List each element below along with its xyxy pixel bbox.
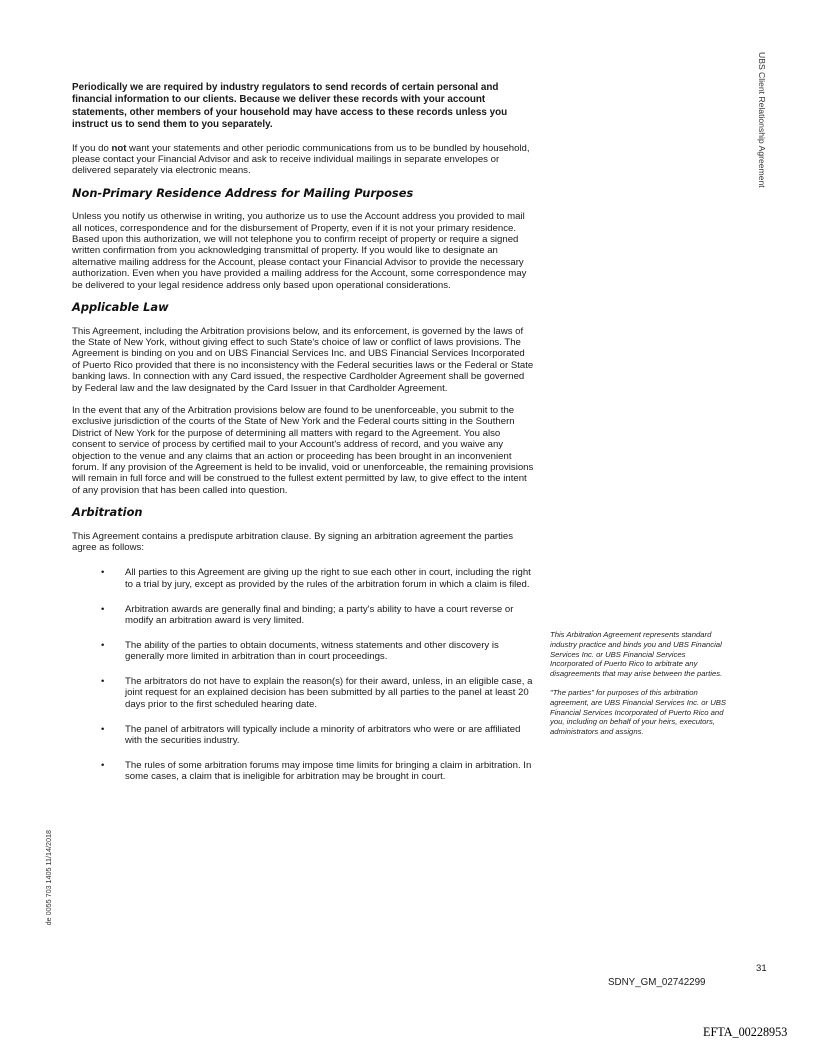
bullet-icon: • <box>101 567 105 579</box>
arbitration-bullet-list <box>72 567 534 782</box>
list-item-text: The panel of arbitrators will typically include a minority of arbitrators who were or are affiliated with the securities industry. <box>125 723 521 747</box>
side-note: "The parties" for purposes of this arbitration agreement, are UBS Financial Services Inc. or UBS Financial Services Incorporated of Puerto Rico and you, including on behalf of your heirs, executors, administrators and assigns. <box>550 687 727 737</box>
householding-text-after: want your statements and other periodic communications from us to be bundled by household, please contact your Financial Advisor and ask to receive individual mailings in separate envelopes or delivered separately via electronic means. <box>72 142 530 177</box>
bullet-icon: • <box>101 676 105 688</box>
bates-number: SDNY_GM_02742299 <box>608 977 706 988</box>
list-item-text: The rules of some arbitration forums may impose time limits for bringing a claim in arbitration. In some cases, a claim that is ineligible for arbitration may be brought in court. <box>125 759 532 783</box>
efta-number: EFTA_00228953 <box>703 1025 788 1039</box>
document-code: de 0055 703 1405 11/14/2018 <box>44 830 53 926</box>
householding-emphasis: not <box>111 142 127 154</box>
list-item <box>72 567 534 590</box>
list-item <box>72 760 534 783</box>
list-item <box>72 676 534 710</box>
section-heading-arbitration: Arbitration <box>72 505 143 520</box>
list-item <box>72 604 534 627</box>
lead-paragraph: Periodically we are required by industry regulators to send records of certain personal and financial information to our clients. Because we deliver these records with your account statements, other members of your household may have access to these records unless you instruct us to send them to you separately. <box>72 82 508 131</box>
section-paragraph: In the event that any of the Arbitration provisions below are found to be unenforceable, you submit to the exclusive jurisdiction of the courts of the State of New York and the Federal courts sitting in the Southern District of New York for the purpose of determining all matters with regard to the Agreement. You also consent to service of process by certified mail to your Account's address of record, and you waive any objection to the venue and any claims that an action or proceeding has been brought in an inconvenient forum. If any provision of the Agreement is held to be invalid, void or unenforceable, the remaining provisions will remain in full force and will be construed to the fullest extent permitted by law, to give effect to the intent of any provision that has been called into question. <box>72 404 534 496</box>
list-item <box>72 724 534 747</box>
list-item <box>72 640 534 663</box>
bullet-icon: • <box>101 639 105 651</box>
section-heading-applicable-law: Applicable Law <box>72 300 169 315</box>
list-item-text: The ability of the parties to obtain documents, witness statements and other discovery is generally more limited in arbitration than in court proceedings. <box>125 639 499 663</box>
list-item-text: The arbitrators do not have to explain the reason(s) for their award, unless, in an eligible case, a joint request for an explained decision has been submitted by all parties to the panel at least 20 days prior to the first scheduled hearing date. <box>125 676 533 710</box>
list-item-text: Arbitration awards are generally final and binding; a party's ability to have a court reverse or modify an arbitration award is very limited. <box>125 603 514 627</box>
sidebar-title: UBS Client Relationship Agreement <box>757 52 767 188</box>
main-column <box>72 82 534 796</box>
bullet-icon: • <box>101 723 105 735</box>
arbitration-side-notes <box>550 630 728 746</box>
arbitration-intro: This Agreement contains a predispute arbitration clause. By signing an arbitration agreement the parties agree as follows: <box>72 530 514 553</box>
bullet-icon: • <box>101 603 105 615</box>
section-heading-mailing: Non-Primary Residence Address for Mailing Purposes <box>72 185 414 200</box>
side-note: This Arbitration Agreement represents standard industry practice and binds you and UBS Financial Services Inc. or UBS Financial Services Incorporated of Puerto Rico to arbitrate any disagreements that may arise between the parties. <box>550 630 723 679</box>
householding-text-before: If you do <box>72 142 112 154</box>
householding-paragraph <box>72 143 534 177</box>
section-paragraph: This Agreement, including the Arbitration provisions below, and its enforcement, is governed by the laws of the State of New York, without giving effect to such State's choice of law or conflict of laws provisions. The Agreement is binding on you and on UBS Financial Services Inc. and UBS Financial Services Incorporated of Puerto Rico provided that there is no inconsistency with the Federal securities laws or the Federal or State banking laws. In connection with any Card issued, the respective Cardholder Agreement shall be governed by Federal law and the law designated by the Card Issuer in that Cardholder Agreement. <box>72 325 534 394</box>
list-item-text: All parties to this Agreement are giving up the right to sue each other in court, including the right to a trial by jury, except as provided by the rules of the arbitration forum in which a claim is filed. <box>125 567 531 590</box>
bullet-icon: • <box>101 759 105 771</box>
page-number: 31 <box>756 963 767 974</box>
section-paragraph: Unless you notify us otherwise in writing, you authorize us to use the Account address you provided to mail all notices, correspondence and for the disbursement of Property, even if it is not your primary residence. Based upon this authorization, we will not telephone you to confirm receipt of property or require a signed written confirmation from you acknowledging transmittal of property. If you would like to designate an alternative mailing address for the Account, please contact your Financial Advisor to provide the necessary authorization. Even when you have provided a mailing address for the Account, some correspondence may be delivered to your legal residence address only based upon operational considerations. <box>72 211 527 291</box>
